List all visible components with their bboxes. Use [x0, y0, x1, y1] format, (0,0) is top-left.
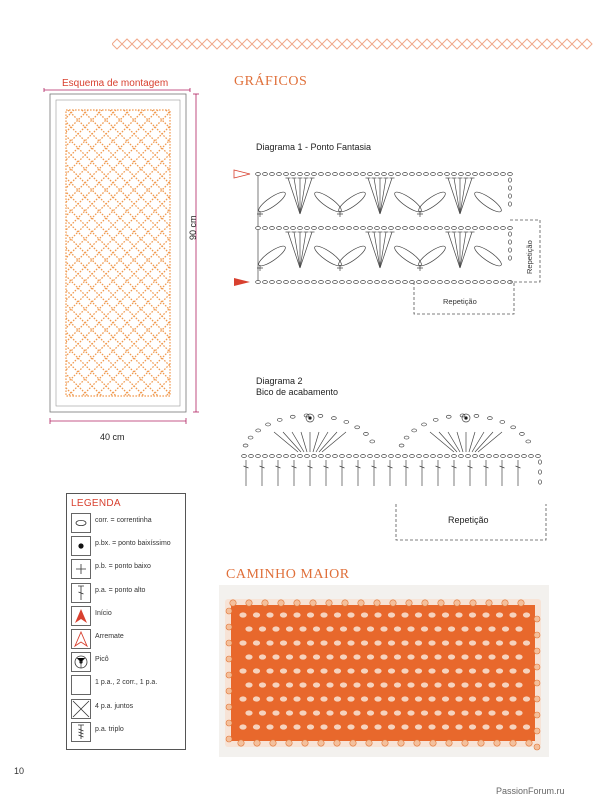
start-arrow-icon — [71, 606, 91, 626]
width-label: 40 cm — [100, 432, 125, 442]
legend-item-label: p.b. = ponto baixo — [95, 563, 151, 571]
legend-item — [67, 558, 185, 580]
plus-icon — [71, 559, 91, 579]
assembly-diagram — [40, 88, 205, 428]
picot-icon — [71, 652, 91, 672]
page-number: 10 — [14, 766, 25, 776]
diagram2-chart — [234, 400, 554, 550]
legend-box — [66, 493, 186, 750]
header-diamond-border — [112, 38, 596, 50]
legend-item-label: p.a. = ponto alto — [95, 586, 146, 594]
height-label: 90 cm — [188, 215, 198, 240]
legend-item-label: p.a. triplo — [95, 725, 124, 733]
diagram1-title: Diagrama 1 - Ponto Fantasia — [256, 142, 372, 152]
legend-item — [67, 651, 185, 673]
legend-item — [67, 721, 185, 743]
charts-section-title: GRÁFICOS — [234, 74, 308, 89]
legend-item — [67, 512, 185, 534]
photo-section-title: CAMINHO MAIOR — [226, 567, 350, 582]
legend-item — [67, 674, 185, 696]
legend-item-label: corr. = correntinha — [95, 517, 152, 524]
triple-crochet-icon — [71, 722, 91, 742]
legend-item-label: p.bx. = ponto baixíssimo — [95, 540, 171, 548]
chain-oval-icon — [71, 513, 91, 533]
legend-item — [67, 698, 185, 720]
diagram1-repeat-v: Repetição — [525, 240, 534, 274]
legend-item — [67, 535, 185, 557]
blank-icon — [71, 675, 91, 695]
start-arrow-icon — [234, 278, 250, 286]
diagram1-repeat-h: Repetição — [443, 297, 477, 306]
diagram2-title-2: Bico de acabamento — [256, 387, 339, 397]
diagram2-title-1: Diagrama 2 — [256, 376, 303, 386]
end-arrow-icon — [234, 170, 250, 178]
legend-item-label: Início — [95, 609, 112, 617]
double-crochet-icon — [71, 583, 91, 603]
legend-item-label: 1 p.a., 2 corr., 1 p.a. — [95, 679, 158, 687]
legend-item — [67, 605, 185, 627]
diagram2-repeat: Repetição — [448, 515, 489, 525]
legend-item-label: 4 p.a. juntos — [95, 702, 134, 710]
legend-title: LEGENDA — [71, 498, 121, 509]
dot-icon — [71, 536, 91, 556]
runner-photo — [219, 585, 549, 757]
legend-item-label: Picô — [95, 656, 109, 664]
end-arrow-icon — [71, 629, 91, 649]
legend-item-label: Arremate — [95, 633, 124, 640]
x-box-icon — [71, 699, 91, 719]
diagram1-chart — [228, 160, 548, 320]
legend-item — [67, 582, 185, 604]
watermark: PassionForum.ru — [496, 786, 565, 796]
assembly-title: Esquema de montagem — [62, 78, 169, 89]
legend-item — [67, 628, 185, 650]
